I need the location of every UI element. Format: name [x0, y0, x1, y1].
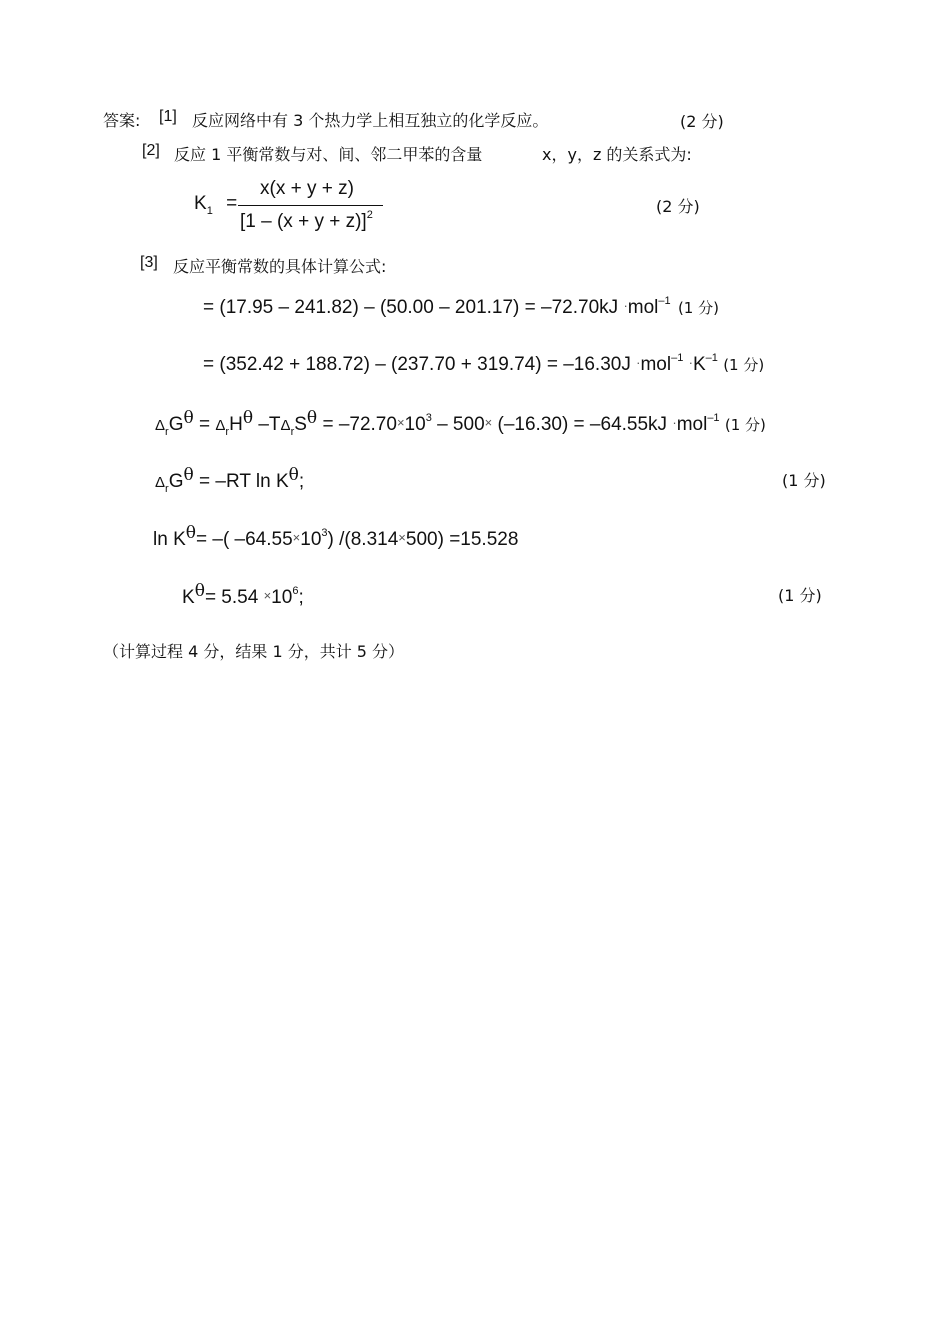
ln-k-equation: [153, 523, 518, 551]
item-number-1: [1]: [159, 108, 177, 125]
k-part-1: = 5.54: [204, 587, 264, 608]
k1-symbol: K: [194, 193, 207, 214]
fraction-bar: [238, 205, 383, 206]
gibbs-symbol: G: [168, 471, 184, 492]
theta-symbol: θ: [185, 523, 196, 543]
ln-k-lhs: ln K: [153, 529, 186, 550]
enthalpy-dot: ·: [623, 298, 628, 313]
theta-symbol: θ: [288, 465, 299, 485]
entropy-unit-mol-exponent: –1: [671, 352, 684, 364]
theta-symbol: θ: [242, 408, 254, 428]
gibbs-rt-equation: [155, 465, 304, 495]
ln-k-part-2: 10: [300, 529, 322, 550]
times-symbol: ×: [398, 530, 406, 545]
entropy-score: (1 分): [723, 356, 765, 374]
item-number-2: [2]: [142, 142, 160, 159]
ln-k-part-3: ) /(8.314: [327, 529, 399, 550]
delta-symbol: Δ: [155, 474, 166, 491]
theta-symbol: θ: [194, 581, 205, 601]
item-1-text: 反应网络中有 3 个热力学上相互独立的化学反应。: [192, 111, 549, 130]
gibbs-part-3: = –72.70: [317, 414, 397, 435]
gibbs-rt-semicolon: ;: [298, 471, 305, 492]
entropy-dot-2: ·: [688, 355, 693, 370]
k1-numerator: x(x + y + z): [260, 178, 354, 199]
k1-equals: =: [226, 193, 238, 214]
delta-symbol: Δ: [280, 417, 291, 434]
enthalpy-score: (1 分): [677, 299, 719, 317]
item-2-vars: x，y，z 的关系式为:: [542, 145, 692, 164]
gibbs-unit-exponent: –1: [707, 412, 720, 424]
reaction-subscript: r: [225, 426, 230, 438]
k1-denominator-wrap: [240, 209, 373, 233]
k-lhs: K: [182, 587, 195, 608]
k-semicolon: ;: [298, 587, 304, 608]
theta-symbol: θ: [306, 408, 318, 428]
gibbs-part-1: =: [199, 414, 216, 435]
enthalpy-expression: = (17.95 – 241.82) – (50.00 – 201.17) = –72.70kJ: [203, 297, 619, 318]
k-equation: [182, 581, 304, 609]
enthalpy-unit-exponent: –1: [658, 295, 671, 307]
times-symbol: ×: [263, 588, 272, 603]
gibbs-rt-score: (1 分): [782, 471, 826, 490]
summary-note: （计算过程 4 分，结果 1 分，共计 5 分）: [103, 642, 405, 661]
item-1-score: (2 分): [680, 112, 724, 131]
reaction-subscript: r: [165, 483, 169, 495]
item-3-text: 反应平衡常数的具体计算公式:: [173, 257, 387, 276]
entropy-dot-1: ·: [636, 355, 641, 370]
theta-symbol: θ: [183, 465, 194, 485]
ln-k-part-1: = –( –64.55: [196, 529, 293, 550]
gibbs-part-5: (–16.30) = –64.55kJ: [492, 414, 668, 435]
ten: 10: [404, 414, 426, 435]
entropy-unit-k: K: [692, 354, 706, 375]
entropy-unit-k-exponent: –1: [705, 352, 718, 364]
item-2-text: 反应 1 平衡常数与对、间、邻二甲苯的含量: [174, 145, 483, 164]
reaction-subscript: r: [290, 426, 295, 438]
k1-denominator: [1 – (x + y + z)]: [240, 211, 367, 232]
reaction-subscript: r: [165, 426, 169, 438]
enthalpy-equation: [203, 295, 719, 319]
gibbs-rt-rhs: = –RT ln K: [199, 471, 289, 492]
gibbs-equation: [155, 408, 766, 438]
k1-subscript: 1: [206, 205, 213, 217]
k-exponent: 6: [292, 585, 299, 597]
entropy-symbol: S: [294, 414, 307, 435]
item-number-3: [3]: [140, 254, 158, 271]
k1-lhs: [194, 193, 237, 217]
item-2-score: (2 分): [656, 197, 700, 216]
k1-denominator-exponent: 2: [366, 209, 373, 221]
k-score: (1 分): [778, 586, 822, 605]
entropy-expression: = (352.42 + 188.72) – (237.70 + 319.74) = –16.30J: [203, 354, 631, 375]
exponent-3: 3: [425, 412, 432, 424]
entropy-equation: [203, 352, 764, 376]
times-symbol: ×: [396, 415, 405, 430]
gibbs-part-4: – 500: [431, 414, 485, 435]
theta-symbol: θ: [183, 408, 194, 428]
gibbs-symbol: G: [168, 414, 184, 435]
times-symbol: ×: [484, 415, 493, 430]
gibbs-dot: ·: [672, 415, 677, 430]
times-symbol: ×: [292, 530, 301, 545]
gibbs-unit: mol: [676, 414, 708, 435]
enthalpy-unit: mol: [627, 297, 659, 318]
gibbs-score: (1 分): [724, 416, 766, 434]
entropy-unit-mol: mol: [640, 354, 672, 375]
answer-label: 答案:: [103, 111, 141, 130]
delta-symbol: Δ: [215, 417, 226, 434]
gibbs-part-2: –T: [253, 414, 281, 435]
ln-k-part-4: 500) =15.528: [405, 529, 519, 550]
ln-k-exponent: 3: [321, 527, 328, 539]
delta-symbol: Δ: [155, 417, 166, 434]
k-part-2: 10: [271, 587, 293, 608]
enthalpy-symbol: H: [229, 414, 243, 435]
